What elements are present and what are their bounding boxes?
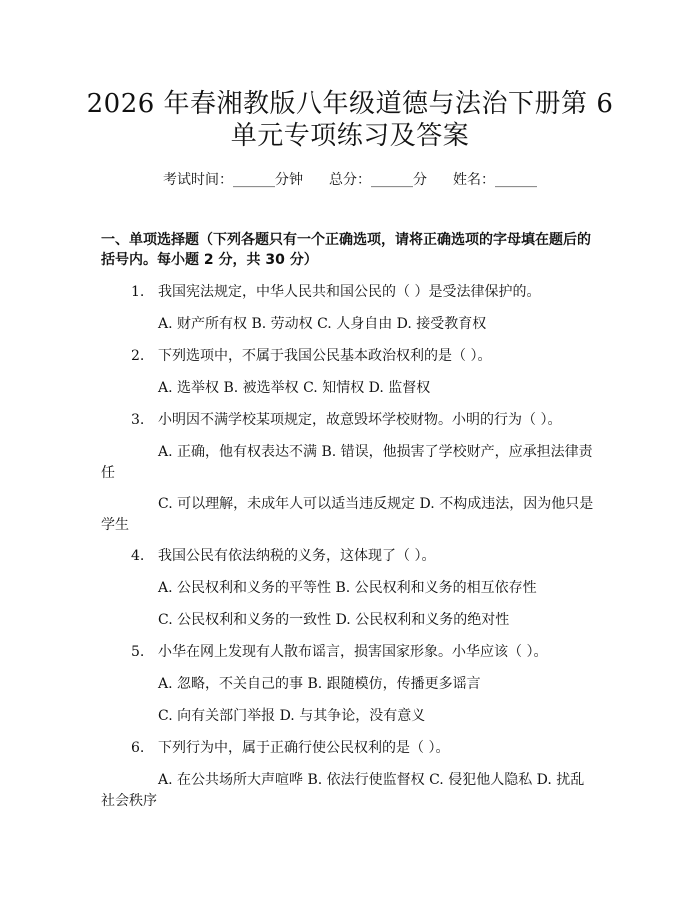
- question-number: 2.: [131, 348, 145, 364]
- question-text: 我国宪法规定，中华人民共和国公民的（ ）是受法律保护的。: [158, 284, 541, 300]
- question-text: 下列选项中，不属于我国公民基本政治权利的是（ ）。: [158, 348, 492, 364]
- question-options-wrap: 学生: [101, 517, 129, 533]
- question-options: A. 正确，他有权表达不满 B. 错误，他损害了学校财产，应承担法律责: [158, 444, 593, 460]
- question-options-wrap: 社会秩序: [101, 793, 157, 809]
- question-options: A. 财产所有权 B. 劳动权 C. 人身自由 D. 接受教育权: [158, 316, 487, 332]
- section-heading-line-2: 括号内。每小题 2 分，共 30 分）: [101, 252, 318, 268]
- exam-info: [0, 170, 700, 190]
- section-heading-line-1: 一、单项选择题（下列各题只有一个正确选项，请将正确选项的字母填在题后的: [101, 232, 591, 248]
- question-options: A. 在公共场所大声喧哗 B. 依法行使监督权 C. 侵犯他人隐私 D. 扰乱: [158, 772, 585, 788]
- question-options-wrap: 任: [101, 465, 115, 481]
- question-options: C. 向有关部门举报 D. 与其争论，没有意义: [158, 708, 426, 724]
- question-number: 3.: [131, 412, 145, 428]
- question-number: 4.: [131, 548, 145, 564]
- question-options: A. 公民权利和义务的平等性 B. 公民权利和义务的相互依存性: [158, 580, 537, 596]
- question-number: 6.: [131, 740, 145, 756]
- question-options: A. 忽略，不关自己的事 B. 跟随模仿，传播更多谣言: [158, 676, 481, 692]
- question-text: 下列行为中，属于正确行使公民权利的是（ ）。: [158, 740, 450, 756]
- question-text: 我国公民有依法纳税的义务，这体现了（ ）。: [158, 548, 436, 564]
- student-name: 姓名：______: [453, 172, 537, 188]
- question-options: C. 公民权利和义务的一致性 D. 公民权利和义务的绝对性: [158, 612, 510, 628]
- question-number: 1.: [131, 284, 145, 300]
- question-number: 5.: [131, 644, 145, 660]
- question-options: C. 可以理解，未成年人可以适当违反规定 D. 不构成违法，因为他只是: [158, 496, 594, 512]
- exam-score: 总分：______分: [329, 172, 427, 188]
- question-options: A. 选举权 B. 被选举权 C. 知情权 D. 监督权: [158, 380, 431, 396]
- question-text: 小华在网上发现有人散布谣言，损害国家形象。小华应该（ ）。: [158, 644, 548, 660]
- question-text: 小明因不满学校某项规定，故意毁坏学校财物。小明的行为（ ）。: [158, 412, 562, 428]
- document-title-line-2: 单元专项练习及答案: [230, 121, 470, 151]
- exam-time: 考试时间：______分钟: [163, 172, 303, 188]
- document-title-line-1: 2026 年春湘教版八年级道德与法治下册第 6: [86, 89, 614, 119]
